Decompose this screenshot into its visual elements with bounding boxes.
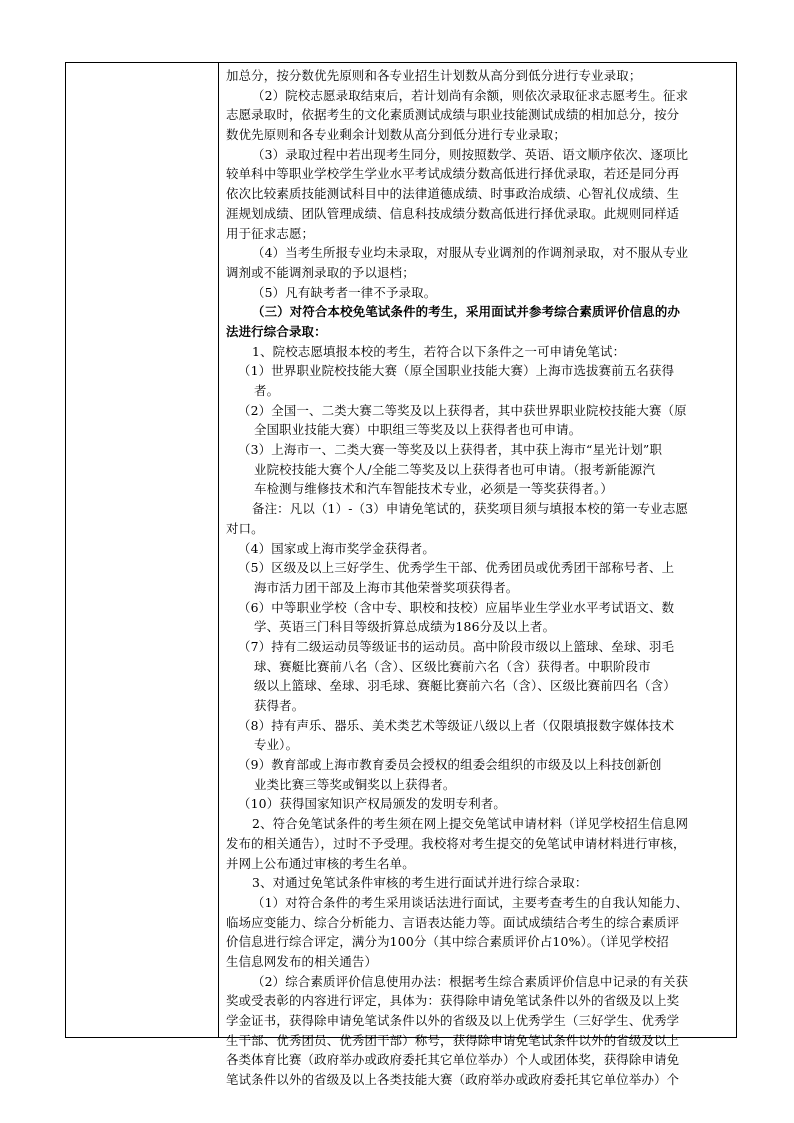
list-item: （9）教育部或上海市教育委员会授权的组委会组织的市级及以上科技创新创 (238, 757, 662, 773)
text-line: 临场应变能力、综合分析能力、言语表达能力等。面试成绩结合考生的综合素质评 (226, 914, 680, 930)
text-line: 调剂或不能调剂录取的予以退档； (226, 264, 415, 280)
list-item: 业类比赛三等奖或铜奖以上获得者。 (254, 776, 456, 792)
text-line: 对口。 (226, 520, 264, 536)
text-line: 志愿录取时，依据考生的文化素质测试成绩与职业技能测试成绩的相加总分，按分 (226, 107, 680, 123)
text-line: 备注：凡以（1）-（3）申请免笔试的，获奖项目须与填报本校的第一专业志愿 (252, 501, 689, 517)
text-line: （4）当考生所报专业均未录取，对服从专业调剂的作调剂录取，对不服从专业 (252, 245, 689, 261)
text-line: 涯规划成绩、团队管理成绩、信息科技成绩分数高低进行择优录取。此规则同样适 (226, 205, 680, 221)
list-item: （6）中等职业学校（含中专、职校和技校）应届毕业生学业水平考试语文、数 (238, 599, 675, 615)
text-line: 生信息网发布的相关通告） (226, 953, 378, 969)
list-item: 球、赛艇比赛前八名（含）、区级比赛前六名（含）获得者。中职阶段市 (254, 658, 651, 674)
content-cell (219, 63, 736, 1088)
text-line: 笔试条件以外的省级及以上各类技能大赛（政府举办或政府委托其它单位举办）个 (226, 1072, 680, 1088)
text-line: （3）录取过程中若出现考生同分，则按照数学、英语、语文顺序依次、逐项比 (252, 146, 689, 162)
text-line: 生干部、优秀团员、优秀团干部）称号，获得除申请免笔试条件以外的省级及以上 (226, 1032, 680, 1048)
text-line: 各类体育比赛（政府举办或政府委托其它单位举办）个人或团体奖，获得除申请免 (226, 1052, 680, 1068)
text-line: 用于征求志愿； (226, 225, 315, 241)
list-item: （3）上海市一、二类大赛一等奖及以上获得者，其中获上海市“星光计划”职 (238, 442, 663, 458)
list-item: （8）持有声乐、器乐、美术类艺术等级证八级以上者（仅限填报数字媒体技术 (238, 717, 675, 733)
list-item: 级以上篮球、垒球、羽毛球、赛艇比赛前六名（含）、区级比赛前四名（含） (254, 678, 676, 694)
list-item: （4）国家或上海市奖学金获得者。 (238, 540, 435, 556)
section-heading: （三）对符合本校免笔试条件的考生，采用面试并参考综合素质评价信息的办 (252, 304, 681, 320)
list-item: 海市活力团干部及上海市其他荣誉奖项获得者。 (254, 579, 519, 595)
text-line: （1）对符合条件的考生采用谈话法进行面试，主要考查考生的自我认知能力、 (252, 894, 689, 910)
table (65, 62, 737, 1088)
text-line: 依次比较素质技能测试科目中的法律道德成绩、时事政治成绩、心智礼仪成绩、生 (226, 186, 680, 202)
text-line: （2）综合素质评价信息使用办法：根据考生综合素质评价信息中记录的有关获 (252, 973, 689, 989)
list-item: （5）区级及以上三好学生、优秀学生干部、优秀团员或优秀团干部称号者、上 (238, 560, 675, 576)
text-line: 加总分，按分数优先原则和各专业招生计划数从高分到低分进行专业录取； (226, 68, 642, 83)
text-line: 3、对通过免笔试条件审核的考生进行面试并进行综合录取： (252, 875, 588, 891)
list-item: 业院校技能大赛个人/全能二等奖及以上获得者也可申请。（报考新能源汽 (254, 461, 656, 477)
text-line: 并网上公布通过审核的考生名单。 (226, 855, 415, 871)
text-line: 数优先原则和各专业剩余计划数从高分到低分进行专业录取； (226, 127, 566, 143)
list-item: 学、英语三门科目等级折算总成绩为186分及以上者。 (254, 619, 556, 635)
text-line: 2、符合免笔试条件的考生须在网上提交免笔试申请材料（详见学校招生信息网 (252, 816, 689, 832)
list-item: 专业）。 (254, 737, 299, 753)
list-item: 全国职业技能大赛）中职组三等奖及以上获得者也可申请。 (254, 422, 582, 438)
text-line: 价信息进行综合评定，满分为100分（其中综合素质评价占10%）。（详见学校招 (226, 934, 669, 950)
section-heading: 法进行综合录取： (226, 323, 327, 339)
text-line: （5）凡有缺考者一律不予录取。 (252, 284, 437, 300)
text-line: 发布的相关通告），过时不予受理。我校将对考生提交的免笔试申请材料进行审核， (226, 835, 686, 851)
list-item: 者。 (254, 383, 280, 398)
list-item: （2）全国一、二类大赛二等奖及以上获得者，其中获世界职业院校技能大赛（原 (238, 402, 687, 418)
list-item: （1）世界职业院校技能大赛（原全国职业技能大赛）上海市选拔赛前五名获得 (238, 363, 675, 379)
text-line: （2）院校志愿录取结束后，若计划尚有余额，则依次录取征求志愿考生。征求 (252, 87, 689, 103)
list-item: 车检测与维修技术和汽车智能技术专业，必须是一等奖获得者。） (254, 481, 613, 497)
list-item: （10）获得国家知识产权局颁发的发明专利者。 (238, 796, 506, 812)
list-item: 获得者。 (254, 698, 305, 713)
left-empty-cell (66, 63, 219, 1037)
text-line: 1、院校志愿填报本校的考生，若符合以下条件之一可申请免笔试： (252, 343, 626, 359)
text-line: 较单科中等职业学校学生学业水平考试成绩分数高低进行择优录取，若还是同分再 (226, 166, 680, 182)
text-line: 奖或受表彰的内容进行评定，具体为：获得除申请免笔试条件以外的省级及以上奖 (226, 993, 680, 1009)
list-item: （7）持有二级运动员等级证书的运动员。高中阶段市级以上篮球、垒球、羽毛 (238, 638, 675, 654)
text-line: 学金证书，获得除申请免笔试条件以外的省级及以上优秀学生（三好学生、优秀学 (226, 1013, 680, 1028)
